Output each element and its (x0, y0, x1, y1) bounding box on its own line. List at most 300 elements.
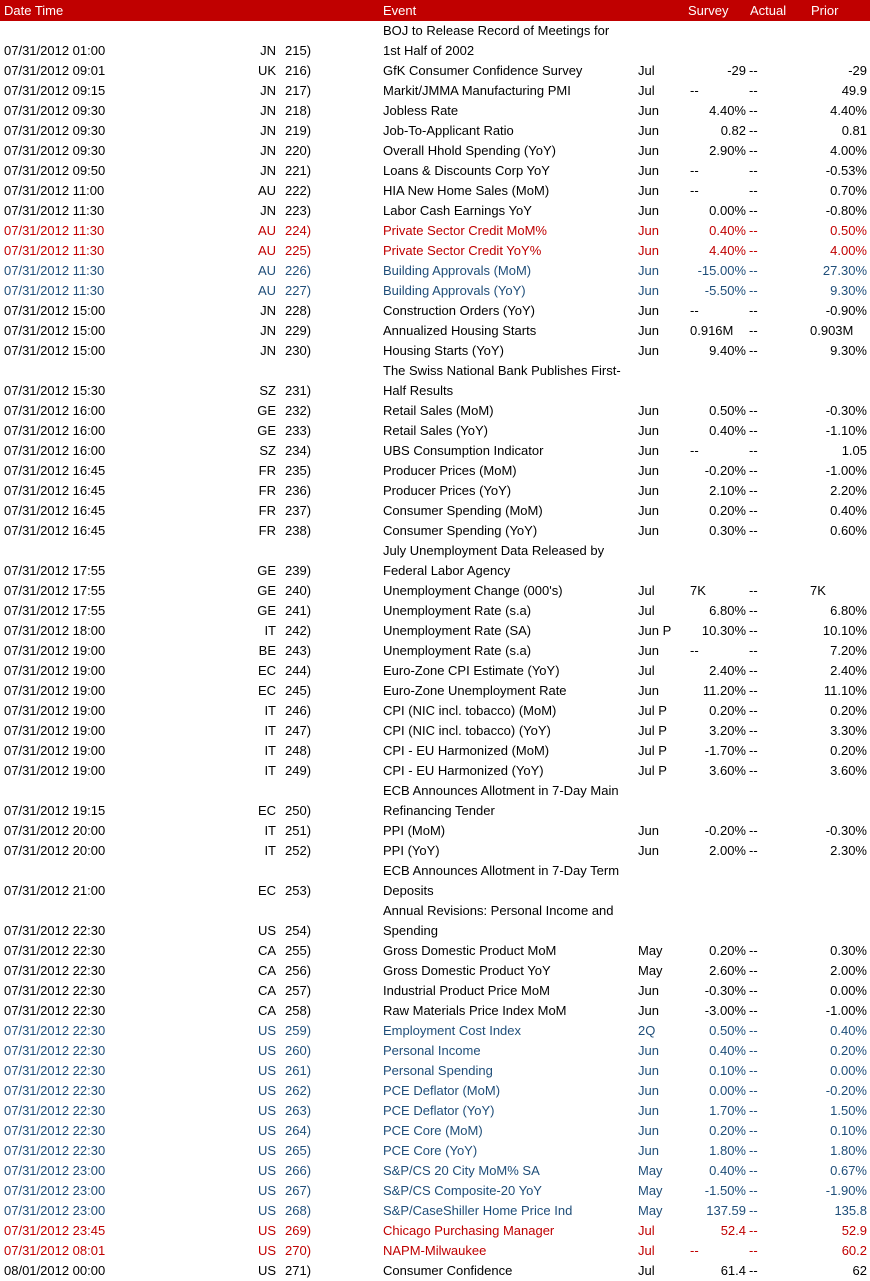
row-date-time: 07/31/2012 01:00 (4, 43, 106, 58)
row-period: Jun (638, 523, 659, 538)
row-actual: -- (749, 463, 758, 478)
row-event: 1st Half of 2002 (383, 43, 475, 58)
row-date-time: 07/31/2012 22:30 (4, 1103, 106, 1118)
table-row[interactable] (0, 561, 870, 581)
table-row[interactable] (0, 741, 870, 761)
row-number: 235) (285, 463, 312, 478)
row-event: CPI - EU Harmonized (YoY) (383, 763, 544, 778)
row-survey: -1.50% (704, 1183, 746, 1198)
row-event: S&P/CS 20 City MoM% SA (383, 1163, 540, 1178)
row-date-time: 07/31/2012 23:45 (4, 1223, 106, 1238)
row-survey: 1.80% (709, 1143, 746, 1158)
row-date-time: 07/31/2012 09:30 (4, 123, 106, 138)
row-survey: 0.916M (690, 323, 734, 338)
row-event: Annual Revisions: Personal Income and (383, 903, 614, 918)
table-row[interactable] (0, 1201, 870, 1221)
row-actual: -- (749, 283, 758, 298)
row-date-time: 07/31/2012 22:30 (4, 1063, 106, 1078)
row-number: 245) (285, 683, 312, 698)
table-row[interactable] (0, 441, 870, 461)
row-actual: -- (749, 943, 758, 958)
table-row[interactable] (0, 341, 870, 361)
row-number: 240) (285, 583, 312, 598)
row-event: Employment Cost Index (383, 1023, 522, 1038)
table-row[interactable] (0, 581, 870, 601)
table-row[interactable] (0, 1221, 870, 1241)
row-country: IT (264, 703, 276, 718)
table-row[interactable] (0, 1041, 870, 1061)
row-date-time: 08/01/2012 00:00 (4, 1263, 106, 1278)
table-row[interactable] (0, 121, 870, 141)
table-row[interactable] (0, 261, 870, 281)
table-row[interactable] (0, 21, 870, 41)
row-number: 251) (285, 823, 312, 838)
row-survey: -15.00% (697, 263, 746, 278)
row-number: 232) (285, 403, 312, 418)
row-prior: 1.50% (830, 1103, 867, 1118)
row-period: Jun (638, 983, 659, 998)
table-row[interactable] (0, 1081, 870, 1101)
table-row[interactable] (0, 821, 870, 841)
row-actual: -- (749, 323, 758, 338)
row-event: Refinancing Tender (383, 803, 495, 818)
row-date-time: 07/31/2012 16:45 (4, 483, 106, 498)
row-period: Jul (638, 1263, 655, 1278)
row-number: 222) (285, 183, 312, 198)
row-actual: -- (749, 163, 758, 178)
row-actual: -- (749, 983, 758, 998)
row-event: Markit/JMMA Manufacturing PMI (383, 83, 571, 98)
row-date-time: 07/31/2012 15:00 (4, 343, 106, 358)
row-country: US (257, 1183, 276, 1198)
row-event: Consumer Confidence (383, 1263, 513, 1278)
row-country: CA (257, 963, 276, 978)
row-actual: -- (749, 1123, 758, 1138)
row-prior: 3.60% (830, 763, 867, 778)
row-date-time: 07/31/2012 09:30 (4, 103, 106, 118)
row-date-time: 07/31/2012 19:00 (4, 643, 106, 658)
row-survey: -- (690, 303, 699, 318)
table-row[interactable] (0, 41, 870, 61)
row-actual: -- (749, 603, 758, 618)
row-country: US (257, 1163, 276, 1178)
row-actual: -- (749, 1083, 758, 1098)
row-number: 252) (285, 843, 312, 858)
row-number: 228) (285, 303, 312, 318)
row-country: JN (260, 123, 276, 138)
row-actual: -- (749, 443, 758, 458)
table-row[interactable] (0, 61, 870, 81)
table-row[interactable] (0, 81, 870, 101)
row-actual: -- (749, 1143, 758, 1158)
table-row[interactable] (0, 241, 870, 261)
row-date-time: 07/31/2012 15:30 (4, 383, 106, 398)
row-number: 253) (285, 883, 312, 898)
row-survey: 0.50% (709, 403, 746, 418)
table-row[interactable] (0, 801, 870, 821)
row-country: FR (258, 523, 276, 538)
row-event: Private Sector Credit YoY% (383, 243, 542, 258)
row-period: Jul (638, 583, 655, 598)
row-country: IT (264, 843, 276, 858)
table-header (0, 0, 870, 21)
row-survey: -1.70% (704, 743, 746, 758)
row-actual: -- (749, 183, 758, 198)
row-prior: 0.40% (830, 1023, 867, 1038)
row-survey: 0.20% (709, 503, 746, 518)
row-number: 231) (285, 383, 312, 398)
row-survey: 9.40% (709, 343, 746, 358)
row-number: 265) (285, 1143, 312, 1158)
row-number: 226) (285, 263, 312, 278)
row-date-time: 07/31/2012 23:00 (4, 1203, 106, 1218)
row-period: Jun (638, 503, 659, 518)
row-event: PCE Core (YoY) (383, 1143, 478, 1158)
row-period: Jun (638, 1143, 659, 1158)
row-event: Job-To-Applicant Ratio (383, 123, 514, 138)
row-actual: -- (749, 1243, 758, 1258)
row-actual: -- (749, 583, 758, 598)
table-row[interactable] (0, 641, 870, 661)
table-row[interactable] (0, 1061, 870, 1081)
row-event: Raw Materials Price Index MoM (383, 1003, 567, 1018)
row-number: 243) (285, 643, 312, 658)
row-survey: 6.80% (709, 603, 746, 618)
row-survey: 10.30% (701, 623, 746, 638)
row-actual: -- (749, 1063, 758, 1078)
row-survey: -- (690, 183, 699, 198)
row-country: JN (260, 203, 276, 218)
row-number: 223) (285, 203, 312, 218)
row-country: AU (257, 223, 276, 238)
row-number: 238) (285, 523, 312, 538)
row-number: 216) (285, 63, 312, 78)
row-event: NAPM-Milwaukee (383, 1243, 487, 1258)
row-period: Jul (638, 663, 655, 678)
row-survey: 0.50% (709, 1023, 746, 1038)
row-actual: -- (749, 743, 758, 758)
row-actual: -- (749, 483, 758, 498)
table-row[interactable] (0, 841, 870, 861)
row-survey: 61.4 (720, 1263, 746, 1278)
row-prior: -0.20% (825, 1083, 867, 1098)
row-actual: -- (749, 763, 758, 778)
row-actual: -- (749, 1023, 758, 1038)
row-actual: -- (749, 1223, 758, 1238)
row-number: 242) (285, 623, 312, 638)
row-period: Jun (638, 643, 659, 658)
row-actual: -- (749, 83, 758, 98)
table-row[interactable] (0, 421, 870, 441)
row-event: Producer Prices (YoY) (383, 483, 512, 498)
row-event: Consumer Spending (YoY) (383, 523, 538, 538)
row-survey: 3.20% (709, 723, 746, 738)
row-number: 229) (285, 323, 312, 338)
table-row[interactable] (0, 1001, 870, 1021)
row-period: Jun (638, 683, 659, 698)
table-row[interactable] (0, 101, 870, 121)
row-date-time: 07/31/2012 22:30 (4, 943, 106, 958)
row-country: FR (258, 463, 276, 478)
table-row[interactable] (0, 761, 870, 781)
row-survey: -- (690, 443, 699, 458)
row-survey: 2.10% (709, 483, 746, 498)
row-date-time: 07/31/2012 16:00 (4, 443, 106, 458)
row-event: UBS Consumption Indicator (383, 443, 544, 458)
row-number: 244) (285, 663, 312, 678)
row-prior: -1.90% (825, 1183, 867, 1198)
row-event: Labor Cash Earnings YoY (383, 203, 532, 218)
row-survey: -0.20% (704, 463, 746, 478)
table-row[interactable] (0, 281, 870, 301)
row-prior: 0.30% (830, 943, 867, 958)
table-row[interactable] (0, 501, 870, 521)
table-row[interactable] (0, 981, 870, 1001)
row-country: CA (257, 983, 276, 998)
row-country: SZ (259, 443, 276, 458)
row-date-time: 07/31/2012 18:00 (4, 623, 106, 638)
table-row[interactable] (0, 401, 870, 421)
row-survey: 0.20% (709, 943, 746, 958)
row-date-time: 07/31/2012 19:00 (4, 723, 106, 738)
row-number: 234) (285, 443, 312, 458)
row-event: Industrial Product Price MoM (383, 983, 550, 998)
header-date-time: Date Time (4, 3, 64, 18)
row-period: Jun (638, 423, 659, 438)
row-country: US (257, 1123, 276, 1138)
row-event: GfK Consumer Confidence Survey (383, 63, 583, 78)
table-row[interactable] (0, 201, 870, 221)
row-number: 258) (285, 1003, 312, 1018)
row-prior: 9.30% (830, 283, 867, 298)
row-period: Jun (638, 1063, 659, 1078)
row-survey: 0.20% (709, 1123, 746, 1138)
table-row[interactable] (0, 221, 870, 241)
table-row[interactable] (0, 521, 870, 541)
row-event: BOJ to Release Record of Meetings for (383, 23, 610, 38)
header-event: Event (383, 3, 417, 18)
row-period: May (638, 963, 663, 978)
table-row[interactable] (0, 901, 870, 921)
row-actual: -- (749, 103, 758, 118)
table-row[interactable] (0, 621, 870, 641)
row-survey: 3.60% (709, 763, 746, 778)
table-row[interactable] (0, 1161, 870, 1181)
table-row[interactable] (0, 1261, 870, 1281)
table-row[interactable] (0, 301, 870, 321)
row-country: US (257, 1023, 276, 1038)
row-date-time: 07/31/2012 20:00 (4, 823, 106, 838)
row-survey: 2.90% (709, 143, 746, 158)
row-period: Jun (638, 403, 659, 418)
row-period: Jul (638, 1243, 655, 1258)
row-event: CPI (NIC incl. tobacco) (MoM) (383, 703, 557, 718)
row-prior: 49.9 (841, 83, 867, 98)
row-period: Jun (638, 1003, 659, 1018)
row-period: Jul P (638, 743, 667, 758)
row-actual: -- (749, 1183, 758, 1198)
row-country: EC (257, 803, 276, 818)
row-survey: 2.60% (709, 963, 746, 978)
row-country: BE (258, 643, 276, 658)
row-event: Unemployment Rate (s.a) (383, 603, 532, 618)
row-date-time: 07/31/2012 17:55 (4, 583, 106, 598)
row-number: 215) (285, 43, 312, 58)
row-country: US (257, 1043, 276, 1058)
row-actual: -- (749, 703, 758, 718)
row-prior: 3.30% (830, 723, 867, 738)
row-date-time: 07/31/2012 22:30 (4, 1043, 106, 1058)
row-period: Jun (638, 463, 659, 478)
row-actual: -- (749, 663, 758, 678)
table-row[interactable] (0, 1121, 870, 1141)
row-actual: -- (749, 1163, 758, 1178)
row-date-time: 07/31/2012 22:30 (4, 983, 106, 998)
row-survey: 137.59 (706, 1203, 746, 1218)
table-row[interactable] (0, 321, 870, 341)
row-prior: 0.10% (830, 1123, 867, 1138)
row-period: Jun (638, 163, 659, 178)
row-country: JN (260, 103, 276, 118)
row-actual: -- (749, 223, 758, 238)
row-country: EC (257, 663, 276, 678)
row-date-time: 07/31/2012 19:15 (4, 803, 106, 818)
row-prior: 4.40% (830, 103, 867, 118)
row-prior: -1.10% (825, 423, 867, 438)
row-actual: -- (749, 643, 758, 658)
row-event: Unemployment Rate (SA) (383, 623, 532, 638)
table-row[interactable] (0, 681, 870, 701)
row-survey: 0.10% (709, 1063, 746, 1078)
row-country: AU (257, 183, 276, 198)
row-country: US (257, 1203, 276, 1218)
table-row[interactable] (0, 1141, 870, 1161)
row-country: JN (260, 83, 276, 98)
row-date-time: 07/31/2012 23:00 (4, 1183, 106, 1198)
row-actual: -- (749, 843, 758, 858)
row-number: 269) (285, 1223, 312, 1238)
row-date-time: 07/31/2012 19:00 (4, 743, 106, 758)
table-row[interactable] (0, 941, 870, 961)
table-row[interactable] (0, 181, 870, 201)
row-number: 271) (285, 1263, 312, 1278)
row-event: Unemployment Change (000's) (383, 583, 563, 598)
row-period: Jul P (638, 723, 667, 738)
row-date-time: 07/31/2012 09:15 (4, 83, 106, 98)
row-prior: 0.67% (830, 1163, 867, 1178)
row-period: Jun (638, 483, 659, 498)
row-date-time: 07/31/2012 17:55 (4, 563, 106, 578)
table-row[interactable] (0, 381, 870, 401)
row-survey: -- (690, 83, 699, 98)
row-prior: -1.00% (825, 1003, 867, 1018)
row-date-time: 07/31/2012 19:00 (4, 683, 106, 698)
row-date-time: 07/31/2012 15:00 (4, 303, 106, 318)
row-prior: 2.20% (830, 483, 867, 498)
row-prior: 0.40% (830, 503, 867, 518)
row-country: CA (257, 1003, 276, 1018)
row-event: Private Sector Credit MoM% (383, 223, 547, 238)
row-period: Jun (638, 1123, 659, 1138)
row-period: Jun (638, 223, 659, 238)
table-row[interactable] (0, 1181, 870, 1201)
row-date-time: 07/31/2012 09:01 (4, 63, 106, 78)
row-prior: 11.10% (823, 683, 867, 698)
table-row[interactable] (0, 141, 870, 161)
row-actual: -- (749, 143, 758, 158)
row-number: 224) (285, 223, 312, 238)
table-row[interactable] (0, 601, 870, 621)
row-event: Federal Labor Agency (383, 563, 511, 578)
row-event: HIA New Home Sales (MoM) (383, 183, 550, 198)
row-prior: 0.60% (830, 523, 867, 538)
table-row[interactable] (0, 781, 870, 801)
row-actual: -- (749, 523, 758, 538)
table-row[interactable] (0, 161, 870, 181)
table-row[interactable] (0, 461, 870, 481)
row-period: Jun (638, 203, 659, 218)
row-date-time: 07/31/2012 11:30 (4, 283, 105, 298)
table-row[interactable] (0, 961, 870, 981)
row-period: Jun (638, 303, 659, 318)
row-country: JN (260, 323, 276, 338)
table-row[interactable] (0, 1101, 870, 1121)
row-prior: 0.903M (810, 323, 854, 338)
table-row[interactable] (0, 661, 870, 681)
row-period: Jul (638, 83, 655, 98)
row-period: Jun (638, 323, 659, 338)
row-country: GE (257, 563, 276, 578)
table-row[interactable] (0, 1021, 870, 1041)
row-survey: -- (690, 163, 699, 178)
table-row[interactable] (0, 701, 870, 721)
table-row[interactable] (0, 861, 870, 881)
row-survey: 0.40% (709, 1163, 746, 1178)
row-event: CPI (NIC incl. tobacco) (YoY) (383, 723, 551, 738)
row-event: Retail Sales (YoY) (383, 423, 489, 438)
row-period: Jun (638, 1083, 659, 1098)
row-survey: 2.00% (709, 843, 746, 858)
row-period: Jul P (638, 703, 667, 718)
row-period: Jun (638, 243, 659, 258)
table-row[interactable] (0, 541, 870, 561)
row-prior: -29 (848, 63, 867, 78)
table-row[interactable] (0, 721, 870, 741)
row-event: July Unemployment Data Released by (383, 543, 605, 558)
row-survey: -5.50% (704, 283, 746, 298)
row-event: Producer Prices (MoM) (383, 463, 517, 478)
table-row[interactable] (0, 1241, 870, 1261)
table-row[interactable] (0, 361, 870, 381)
row-number: 254) (285, 923, 312, 938)
row-country: JN (260, 43, 276, 58)
row-actual: -- (749, 123, 758, 138)
table-row[interactable] (0, 881, 870, 901)
row-country: US (257, 1103, 276, 1118)
row-period: Jun (638, 283, 659, 298)
row-survey: -3.00% (704, 1003, 746, 1018)
row-date-time: 07/31/2012 09:50 (4, 163, 106, 178)
row-number: 250) (285, 803, 312, 818)
table-row[interactable] (0, 921, 870, 941)
table-row[interactable] (0, 481, 870, 501)
row-survey: 0.40% (709, 223, 746, 238)
row-event: Euro-Zone Unemployment Rate (383, 683, 567, 698)
row-date-time: 07/31/2012 11:00 (4, 183, 105, 198)
row-number: 237) (285, 503, 312, 518)
row-actual: -- (749, 503, 758, 518)
row-number: 246) (285, 703, 312, 718)
